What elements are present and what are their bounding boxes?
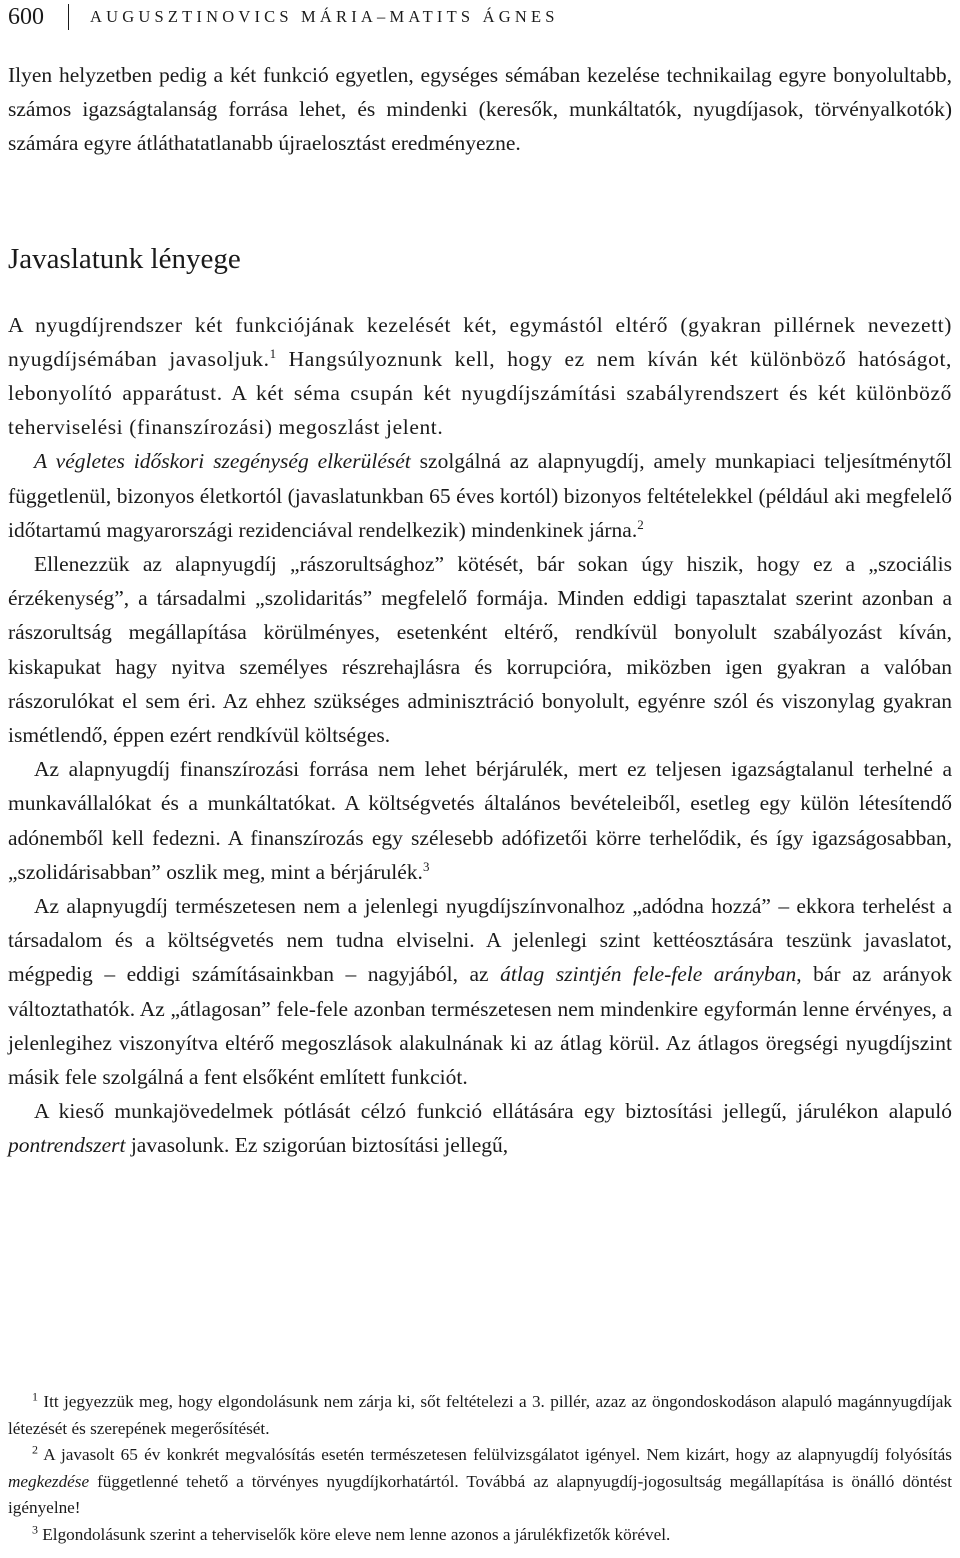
footnote-3 [8,1522,952,1549]
running-header [8,2,559,32]
section-heading: Javaslatunk lényege [8,242,241,275]
paragraph-7-text-b: javasolunk. Ez szigorúan biztosítási jellegű, [125,1133,509,1158]
paragraph-3 [8,444,952,547]
paragraph-6-text-b: , bár az arányok változtathatók. Az „átlagosan” fele-fele azonban természetesen nem mindenkire egyformán lenne érvényes, a jelenlegihez viszonyítva eltérő megoszlások alakulnának ki az átlag körül. Az átlagos öregségi nyugdíjszint másik fele szolgálná a fent elsőként említett funkciót. [8,962,952,1090]
running-head-authors: AUGUSZTINOVICS MÁRIA–MATITS ÁGNES [90,7,559,26]
paragraph-6 [8,889,952,1094]
paragraph-6-emphasis: átlag szintjén fele-fele arányban [500,962,797,987]
footnote-text: Elgondolásunk szerint a teherviselők köre eleve nem lenne azonos a járulékfizetők körével. [42,1524,671,1544]
paragraph-5-text: Az alapnyugdíj finanszírozási forrása nem lehet bérjárulék, mert ez teljesen igazságtalanul terhelné a munkavállalókat és a munkáltatókat. A költségvetés általános bevételeiből, esetleg egy külön létesítendő adónemből kell fedezni. A finanszírozás egy szélesebb adófizetői körre terhelődik, és így igazságosabban, „szolidárisabban” oszlik meg, mint a bérjárulék. [8,757,952,884]
footnote-text-a: A javasolt 65 év konkrét megvalósítás esetén természetesen felülvizsgálatot igényel. Nem kizárt, hogy az alapnyugdíj folyósítás [43,1445,952,1464]
footnote-number: 3 [32,1521,38,1536]
page-number: 600 [8,4,44,30]
paragraph-7 [8,1094,952,1162]
paragraph-3-emphasis: A végletes időskori szegénység elkerülését [34,449,411,474]
paragraph-2-text-b: Hangsúlyoznunk kell, hogy ez nem kíván két különböző hatóságot, lebonyolító apparátust. A két séma csupán két nyugdíjszámítási szabályrendszert és két különböző teherviselési (finanszírozási) megoszlást jelent. [8,346,953,440]
footnote-emphasis: megkezdése [8,1471,90,1491]
article-body [8,58,952,1163]
footnote-2 [8,1442,952,1522]
paragraph-4-text: Ellenezzük az alapnyugdíj „rászorultsághoz” kötését, bár sokan úgy hiszik, hogy ez a „szociális érzékenység”, a társadalmi „szolidaritás” megfelelő formája. Minden eddigi tapasztalat szerint azonban a rászorultság megállapítása körülményes, esetenként eltérő, rendkívül bonyolult szabályozást kíván, kiskapukat hagy nyitva személyes részrehajlásra és korrupcióra, miközben igen gyakran a valóban rászorulókat el sem éri. Az ehhez szükséges adminisztráció bonyolult, egyénre szól és viszonylag gyakran ismétlendő, éppen ezért rendkívül költséges. [8,552,952,748]
paragraph-5 [8,752,952,889]
footnote-1 [8,1389,952,1442]
paragraph-2-text-a: A nyugdíjrendszer két funkciójának kezelését két, egymástól eltérő (gyakran pillérnek nevezett) nyugdíjsémában javasoljuk. [8,312,952,371]
paragraph-4 [8,547,952,752]
footnote-ref-2[interactable]: 2 [637,516,644,532]
paragraph-1-text: Ilyen helyzetben pedig a két funkció egyetlen, egységes sémában kezelése technikailag egyre bonyolultabb, számos igazságtalanság forrása lehet, és mindenki (keresők, munkáltatók, nyugdíjasok, törvényalkotók) számára egyre átláthatatlanabb újraelosztást eredményezne. [8,63,952,156]
paragraph-3-text: szolgálná az alapnyugdíj, amely munkapiaci teljesítménytől függetlenül, bizonyos életkortól (javaslatunkban 65 éves kortól) bizonyos feltételekkel (például aki megfelelő időtartamú magyarországi rezidenciával rendelkezik) mindenkinek járna. [8,449,952,542]
paragraph-2 [8,308,952,445]
paragraph-7-emphasis: pontrendszert [8,1133,126,1158]
footnotes [8,1389,952,1548]
footnote-ref-3[interactable]: 3 [422,858,430,874]
footnote-text-b: függetlenné tehető a törvényes nyugdíjkorhatártól. Továbbá az alapnyugdíj-jogosultság megállapítása is önálló döntést igényelne! [8,1471,952,1517]
paragraph-6-text-a: Az alapnyugdíj természetesen nem a jelenlegi nyugdíjszínvonalhoz „adódna hozzá” – ekkora terhelést a társadalom és a költségvetés nem tudna elviselni. A jelenlegi szint kettéosztására teszünk javaslatot, mégpedig – eddigi számításainkban – nagyjából, az [8,894,952,987]
paragraph-1 [8,58,952,161]
footnote-number: 1 [32,1389,38,1404]
header-divider [68,4,69,30]
footnote-text: Itt jegyezzük meg, hogy elgondolásunk nem zárja ki, sőt feltételezi a 3. pillér, azaz az öngondoskodáson alapuló magánnyugdíjak létezését és szerepének megerősítését. [8,1392,952,1438]
footnote-number: 2 [32,1442,38,1457]
footnote-ref-1[interactable]: 1 [269,345,277,361]
paragraph-7-text-a: A kieső munkajövedelmek pótlását célzó funkció ellátására egy biztosítási jellegű, járulékon alapuló [34,1099,952,1124]
